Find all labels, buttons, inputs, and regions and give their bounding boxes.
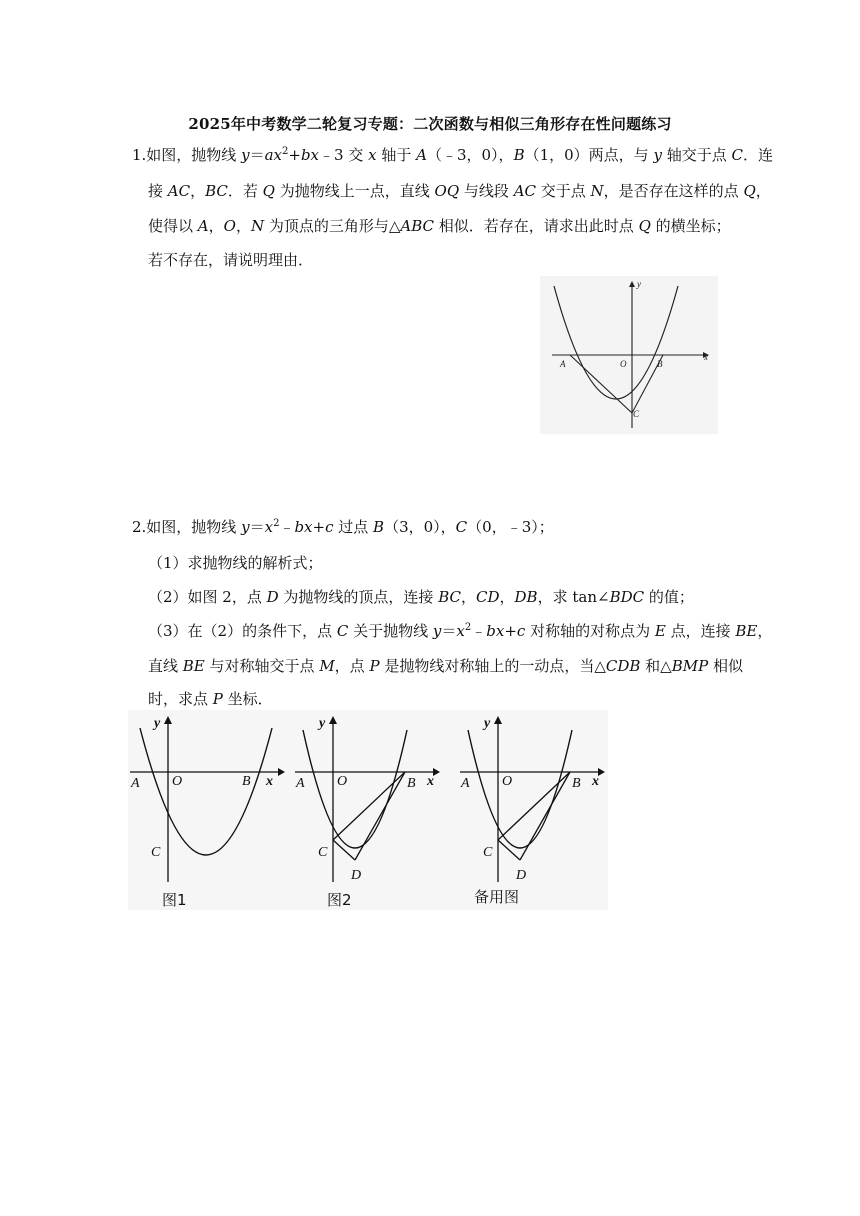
text: 与对称轴交于点: [204, 657, 320, 675]
caption-fig-1: 图1: [162, 891, 187, 909]
var: C: [731, 146, 743, 164]
text: ．若: [227, 182, 263, 200]
var: DB: [514, 588, 538, 606]
page-title: 2025年中考数学二轮复习专题：二次函数与相似三角形存在性问题练习: [188, 115, 672, 133]
q2-part-3-line-3: [148, 689, 273, 709]
text: 接: [148, 182, 168, 200]
var: bx: [300, 146, 320, 164]
var: AC: [513, 182, 536, 200]
text: ＝: [441, 622, 457, 640]
text: ，: [190, 182, 206, 200]
q1-line-1: [132, 145, 773, 165]
var: CDB: [605, 657, 641, 675]
exponent: 2: [273, 518, 280, 529]
q1-line-4: 若不存在，请说明理由．: [148, 251, 314, 269]
text: （﹣3，0），: [426, 146, 514, 164]
label-c: C: [633, 409, 640, 419]
label-y: y: [637, 279, 641, 289]
text: 1.如图，抛物线: [132, 146, 242, 164]
text: 直线: [148, 657, 183, 675]
caption-backup: 备用图: [474, 888, 520, 906]
var: BE: [182, 657, 205, 675]
label-y: y: [154, 716, 161, 731]
text: 为抛物线上一点，直线: [274, 182, 435, 200]
label-b: B: [657, 359, 663, 369]
var: Q: [743, 182, 756, 200]
q2-figures: [128, 710, 608, 910]
var: BC: [438, 588, 461, 606]
text: 是抛物线对称轴上的一动点，当△: [379, 657, 606, 675]
text: 与线段: [459, 182, 514, 200]
text: （0，﹣3）；: [467, 518, 554, 536]
label-o: O: [502, 774, 513, 789]
var: x: [456, 622, 465, 640]
var: C: [455, 518, 468, 536]
text: 为顶点的三角形与△: [264, 217, 401, 235]
label-d: D: [351, 868, 362, 883]
text: 使得以: [148, 217, 198, 235]
text: 的横坐标；: [650, 217, 731, 235]
q2-line-1: [132, 517, 554, 537]
label-a: A: [296, 776, 305, 791]
q1-figure: [540, 276, 718, 434]
var: y: [653, 146, 662, 164]
label-a: A: [461, 776, 470, 791]
label-x: x: [592, 774, 599, 789]
text: 对称轴的对称点为: [525, 622, 655, 640]
text: （1，0）两点，与: [524, 146, 654, 164]
label-o: O: [620, 359, 627, 369]
q2-part-3-line-2: [148, 656, 743, 676]
var: AC: [167, 182, 191, 200]
text: 交于点: [536, 182, 591, 200]
text: ．连: [742, 146, 773, 164]
text: ＝: [249, 146, 265, 164]
label-b: B: [242, 774, 251, 789]
text: 轴于: [376, 146, 417, 164]
caption-fig-2: 图2: [327, 891, 352, 909]
var: x: [264, 518, 274, 536]
label-o: O: [172, 774, 183, 789]
var: B: [373, 518, 385, 536]
label-x: x: [427, 774, 434, 789]
var: x: [368, 146, 377, 164]
var: M: [319, 657, 335, 675]
var: ABC: [400, 217, 435, 235]
text: （2）如图 2，点: [148, 588, 267, 606]
var: C: [336, 622, 349, 640]
text: ﹣: [471, 622, 487, 640]
var: O: [223, 217, 236, 235]
var: P: [369, 657, 380, 675]
var: y: [241, 518, 250, 536]
text: 坐标．: [222, 690, 273, 708]
text: ，求 tan∠: [537, 588, 610, 606]
text: 过点: [333, 518, 374, 536]
q1-line-3: [148, 216, 731, 236]
var: bx: [294, 518, 313, 536]
var: c: [325, 518, 334, 536]
q2-part-3: [148, 621, 772, 641]
var: c: [516, 622, 526, 640]
var: BE: [735, 622, 758, 640]
q2-part-1: （1）求抛物线的解析式；: [148, 554, 323, 572]
label-y: y: [484, 716, 491, 731]
text: （3）在（2）的条件下，点: [148, 622, 337, 640]
var: A: [197, 217, 209, 235]
text: ﹣3 交: [319, 146, 369, 164]
text: ，: [499, 588, 515, 606]
label-y: y: [319, 716, 326, 731]
label-a: A: [131, 776, 140, 791]
var: Q: [262, 182, 275, 200]
var: B: [513, 146, 525, 164]
exponent: 2: [464, 622, 472, 633]
text: 和△: [640, 657, 672, 675]
var: y: [241, 146, 250, 164]
var: y: [432, 622, 442, 640]
text: ﹣: [279, 518, 295, 536]
text: （3，0），: [384, 518, 456, 536]
var: ax: [264, 146, 282, 164]
var: E: [654, 622, 666, 640]
text: 时，求点: [148, 690, 213, 708]
label-x: x: [266, 774, 273, 789]
text: 2.如图，抛物线: [132, 518, 242, 536]
text: ，点: [334, 657, 370, 675]
var: OQ: [434, 182, 460, 200]
label-d: D: [516, 868, 527, 883]
text: 为抛物线的顶点，连接: [278, 588, 439, 606]
text: ＝: [249, 518, 265, 536]
exponent: 2: [282, 146, 289, 157]
var: N: [250, 217, 265, 235]
text: +: [312, 518, 326, 536]
var: BMP: [671, 657, 709, 675]
var: bx: [486, 622, 505, 640]
text: 相似: [708, 657, 743, 675]
text: 的值；: [644, 588, 694, 606]
label-o: O: [337, 774, 348, 789]
text: 点，连接: [665, 622, 736, 640]
label-a: A: [560, 359, 566, 369]
text: ，: [235, 217, 251, 235]
text: 关于抛物线: [348, 622, 433, 640]
label-b: B: [572, 776, 581, 791]
text: ，: [460, 588, 476, 606]
text: ，是否存在这样的点: [603, 182, 744, 200]
text: +: [288, 146, 301, 164]
text: ，: [755, 182, 771, 200]
label-c: C: [318, 845, 328, 860]
label-c: C: [483, 845, 493, 860]
var: BC: [205, 182, 228, 200]
label-b: B: [407, 776, 416, 791]
text: ，: [208, 217, 224, 235]
var: BDC: [609, 588, 645, 606]
label-c: C: [151, 845, 161, 860]
var: D: [266, 588, 279, 606]
var: CD: [476, 588, 500, 606]
text: +: [504, 622, 517, 640]
label-x: x: [704, 352, 708, 362]
q2-part-2: [148, 587, 694, 607]
var: A: [416, 146, 427, 164]
text: ，: [757, 622, 773, 640]
var: P: [212, 690, 223, 708]
q1-line-2: [148, 181, 771, 201]
text: 相似．若存在，请求出此时点: [434, 217, 639, 235]
var: Q: [638, 217, 651, 235]
text: 轴交于点: [661, 146, 732, 164]
var: N: [590, 182, 604, 200]
